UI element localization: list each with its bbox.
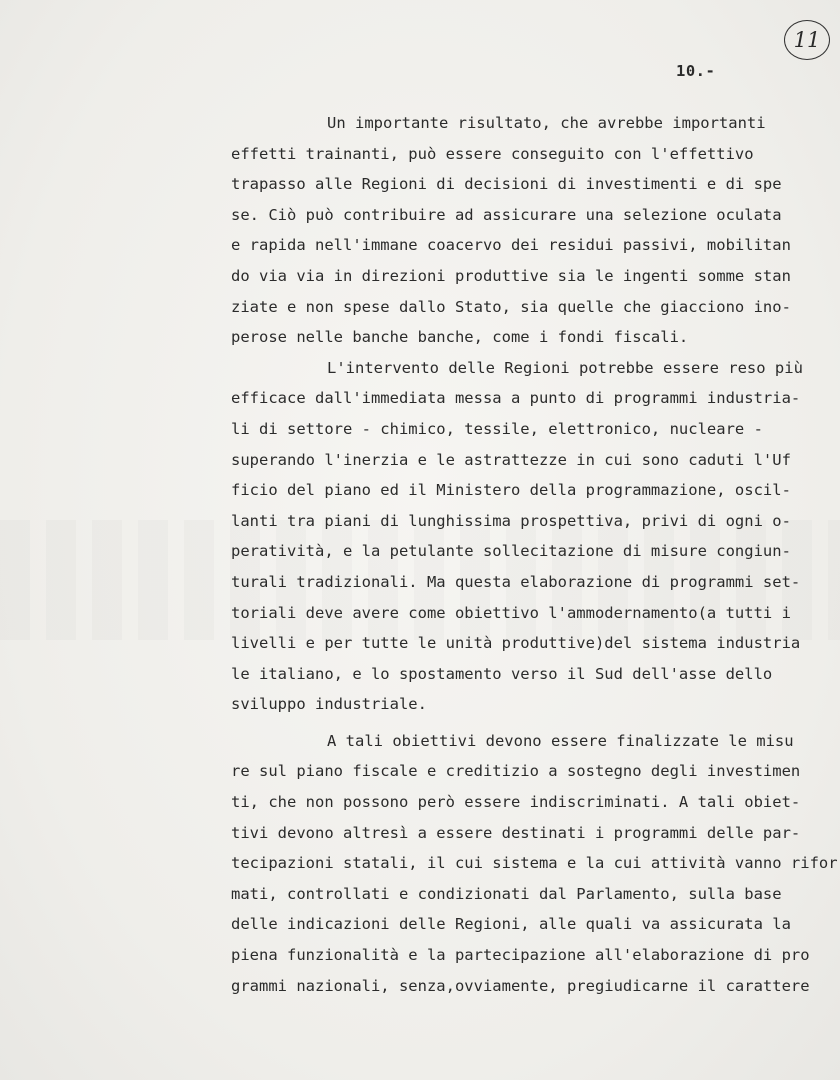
text-line: e rapida nell'immane coacervo dei residui passivi, mobilitan: [231, 236, 791, 255]
text-line: tecipazioni statali, il cui sistema e la cui attività vanno rifor: [231, 854, 838, 873]
text-line: lanti tra piani di lunghissima prospettiva, privi di ogni o-: [231, 511, 791, 530]
handwritten-page-mark: 11: [784, 20, 830, 60]
text-line: li di settore - chimico, tessile, elettronico, nucleare -: [231, 419, 763, 438]
text-line: superando l'inerzia e le astrattezze in cui sono caduti l'Uf: [231, 450, 791, 469]
text-line: L'intervento delle Regioni potrebbe essere reso più: [327, 358, 803, 377]
text-line: piena funzionalità e la partecipazione all'elaborazione di pro: [231, 946, 810, 965]
text-line: tivi devono altresì a essere destinati i programmi delle par-: [231, 823, 801, 842]
text-line: efficace dall'immediata messa a punto di programmi industria-: [231, 389, 801, 408]
text-line: Un importante risultato, che avrebbe importanti: [327, 114, 766, 132]
text-line: toriali deve avere come obiettivo l'ammodernamento(a tutti i: [231, 603, 791, 622]
text-line: turali tradizionali. Ma questa elaborazione di programmi set-: [231, 572, 801, 591]
text-line: sviluppo industriale.: [231, 695, 427, 714]
text-line: peratività, e la petulante sollecitazione di misure congiun-: [231, 542, 791, 561]
page-number: 10.-: [676, 62, 716, 80]
text-line: le italiano, e lo spostamento verso il Sud dell'asse dello: [231, 664, 773, 683]
body-text: [231, 108, 838, 1001]
text-line: trapasso alle Regioni di decisioni di investimenti e di spe: [231, 175, 782, 194]
text-line: ficio del piano ed il Ministero della programmazione, oscil-: [231, 481, 791, 500]
text-line: grammi nazionali, senza,ovviamente, pregiudicarne il carattere: [231, 976, 810, 995]
text-line: se. Ciò può contribuire ad assicurare una selezione oculata: [231, 205, 782, 224]
text-line: mati, controllati e condizionati dal Parlamento, sulla base: [231, 884, 782, 903]
text-line: perose nelle banche banche, come i fondi fiscali.: [231, 328, 689, 347]
text-line: ziate e non spese dallo Stato, sia quelle che giacciono ino-: [231, 297, 791, 316]
text-line: ti, che non possono però essere indiscriminati. A tali obiet-: [231, 793, 801, 812]
text-line: do via via in direzioni produttive sia le ingenti somme stan: [231, 266, 791, 285]
text-line: A tali obiettivi devono essere finalizzate le misu: [327, 731, 794, 750]
text-line: delle indicazioni delle Regioni, alle quali va assicurata la: [231, 915, 791, 934]
text-line: effetti trainanti, può essere conseguito con l'effettivo: [231, 144, 754, 163]
text-line: livelli e per tutte le unità produttive)del sistema industria: [231, 634, 801, 653]
text-line: re sul piano fiscale e creditizio a sostegno degli investimen: [231, 762, 801, 781]
